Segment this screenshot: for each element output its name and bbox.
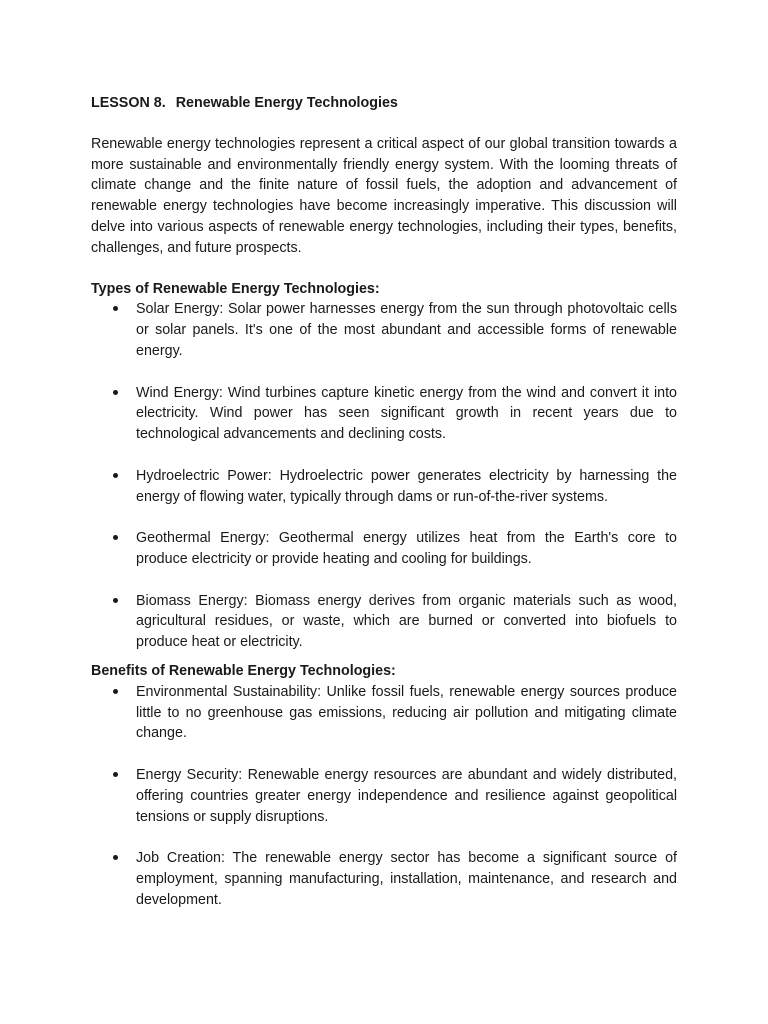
list-item [91, 591, 677, 653]
list-item-text: Wind Energy: Wind turbines capture kinetic energy from the wind and convert it into electricity. Wind power has seen significant growth in recent years due to technological advancements and declining costs. [136, 384, 677, 443]
lesson-number: LESSON 8. [91, 95, 166, 111]
list-item-text: Environmental Sustainability: Unlike fossil fuels, renewable energy sources produce little to no greenhouse gas emissions, reducing air pollution and mitigating climate change. [136, 683, 677, 742]
types-list [91, 299, 677, 653]
bullet-icon [113, 689, 118, 694]
bullet-icon [113, 855, 118, 860]
list-item-text: Solar Energy: Solar power harnesses energy from the sun through photovoltaic cells or solar panels. It's one of the most abundant and accessible forms of renewable energy. [136, 301, 677, 359]
list-item [91, 466, 677, 508]
list-item [91, 528, 677, 570]
list-item [91, 299, 677, 361]
bullet-icon [113, 535, 118, 540]
list-item [91, 383, 677, 445]
list-item-text: Geothermal Energy: Geothermal energy utilizes heat from the Earth's core to produce electricity or provide heating and cooling for buildings. [136, 530, 677, 567]
list-item [91, 848, 677, 910]
list-item-text: Job Creation: The renewable energy sector has become a significant source of employment, spanning manufacturing, installation, maintenance, and research and development. [136, 850, 677, 908]
bullet-icon [113, 598, 118, 603]
list-item-text: Energy Security: Renewable energy resources are abundant and widely distributed, offering countries greater energy independence and resilience against geopolitical tensions or supply disruptions. [136, 766, 677, 825]
lesson-title [91, 93, 677, 114]
benefits-list [91, 682, 677, 911]
lesson-title-text: Renewable Energy Technologies [175, 95, 398, 111]
list-item [91, 682, 677, 744]
types-heading: Types of Renewable Energy Technologies: [91, 280, 380, 297]
list-item [91, 765, 677, 827]
bullet-icon [113, 390, 118, 395]
list-item-text: Hydroelectric Power: Hydroelectric power generates electricity by harnessing the energy of flowing water, typically through dams or run-of-the-river systems. [136, 467, 677, 505]
benefits-heading: Benefits of Renewable Energy Technologies: [91, 662, 396, 679]
list-item-text: Biomass Energy: Biomass energy derives from organic materials such as wood, agricultural residues, or waste, which are burned or converted into biofuels to produce heat or electricity. [136, 592, 677, 651]
intro-paragraph: Renewable energy technologies represent a critical aspect of our global transition towards a more sustainable and environmentally friendly energy system. With the looming threats of climate change and the finite nature of fossil fuels, the adoption and advancement of renewable energy technologies have become increasingly imperative. This discussion will delve into various aspects of renewable energy technologies, including their types, benefits, challenges, and future prospects. [91, 135, 677, 256]
bullet-icon [113, 306, 118, 311]
bullet-icon [113, 772, 118, 777]
bullet-icon [113, 473, 118, 478]
